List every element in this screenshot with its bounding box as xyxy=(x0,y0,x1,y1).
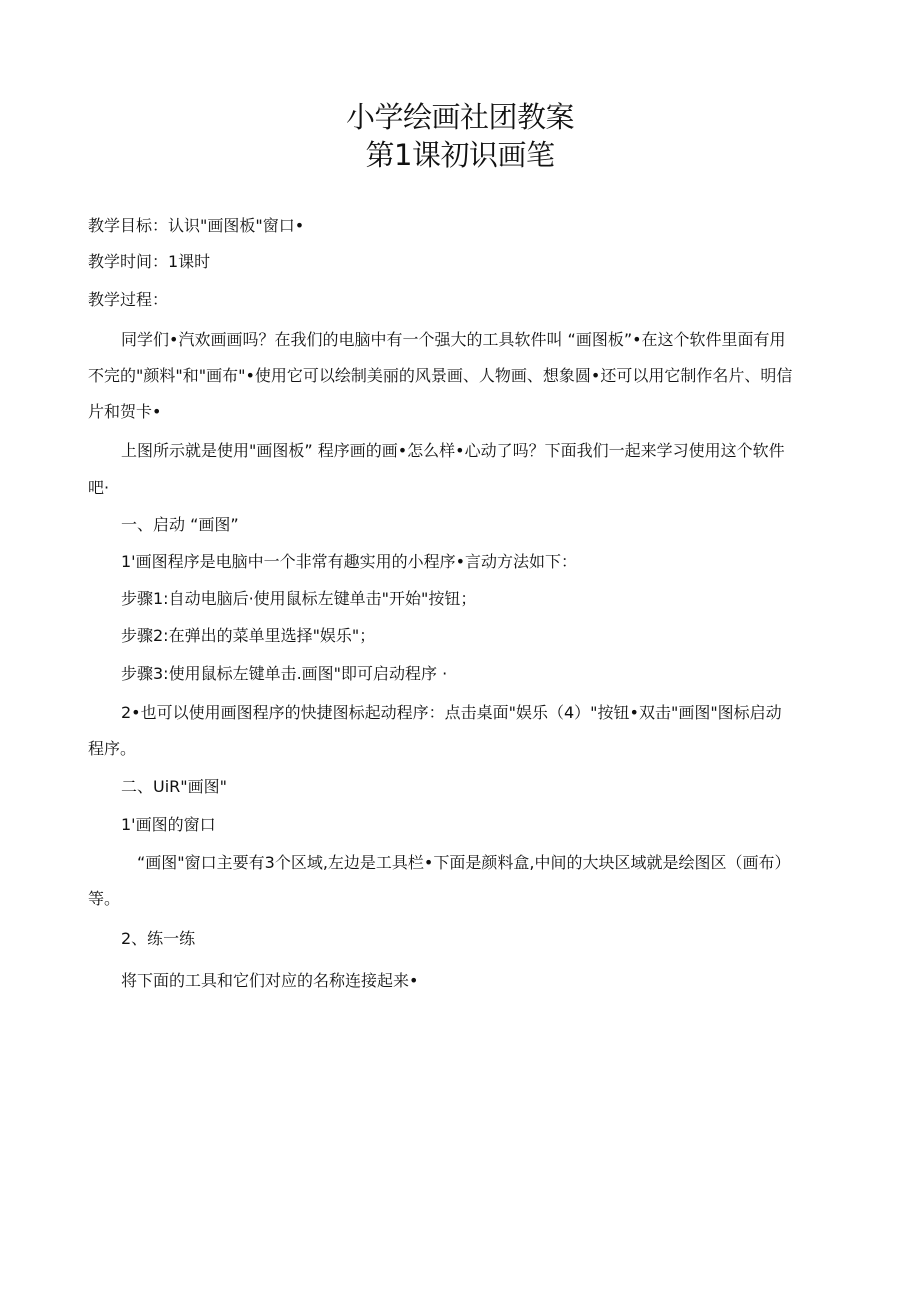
intro-paragraph-2-line: 吧· xyxy=(88,478,110,497)
section-1-item-2-line: 程序。 xyxy=(88,739,137,758)
exercise-instruction: 将下面的工具和它们对应的名称连接起来• xyxy=(121,971,419,990)
teaching-objective: 教学目标：认识"画图板"窗口• xyxy=(88,216,305,235)
step-2: 步骤2:在弹出的菜单里选择"娱乐"； xyxy=(121,626,376,645)
section-2-heading: 二、UiR"画图" xyxy=(121,777,227,796)
document-title: 小学绘画社团教案 xyxy=(345,100,574,134)
intro-paragraph-line: 片和贺卡• xyxy=(88,402,162,421)
section-2-item-2: 2、练一练 xyxy=(121,929,196,948)
lesson-title: 第1课初识画笔 xyxy=(365,138,555,172)
window-description-line: 等。 xyxy=(88,889,121,908)
intro-paragraph-line: 不完的"颜料"和"画布"•使用它可以绘制美丽的风景画、人物画、想象圆•还可以用它制作名片、明信 xyxy=(88,366,793,385)
window-description-line: “画图"窗口主要有3个区域,左边是工具栏•下面是颜料盒,中间的大块区域就是绘图区（画布） xyxy=(137,853,791,872)
step-1: 步骤1:自动电脑后·使用鼠标左键单击"开始"按钮； xyxy=(121,589,477,608)
teaching-time: 教学时间：1课时 xyxy=(88,252,211,271)
section-1-heading: 一、启动 “画图” xyxy=(121,515,239,534)
intro-paragraph-2-line: 上图所示就是使用"画图板” 程序画的画•怎么样•心动了吗？下面我们一起来学习使用这个软件 xyxy=(121,441,785,460)
step-3: 步骤3:使用鼠标左键单击.画图"即可启动程序 · xyxy=(121,664,448,683)
intro-paragraph-line: 同学们•汽欢画画吗？在我们的电脑中有一个强大的工具软件叫 “画图板”•在这个软件里面有用 xyxy=(121,330,786,349)
section-2-item-1: 1'画图的窗口 xyxy=(121,815,216,834)
section-1-item-2-line: 2•也可以使用画图程序的快捷图标起动程序：点击桌面"娱乐（4）"按钮•双击"画图"图标启动 xyxy=(121,703,782,722)
section-1-item-1: 1'画图程序是电脑中一个非常有趣实用的小程序•言动方法如下： xyxy=(121,552,578,571)
teaching-process-label: 教学过程： xyxy=(88,290,169,309)
